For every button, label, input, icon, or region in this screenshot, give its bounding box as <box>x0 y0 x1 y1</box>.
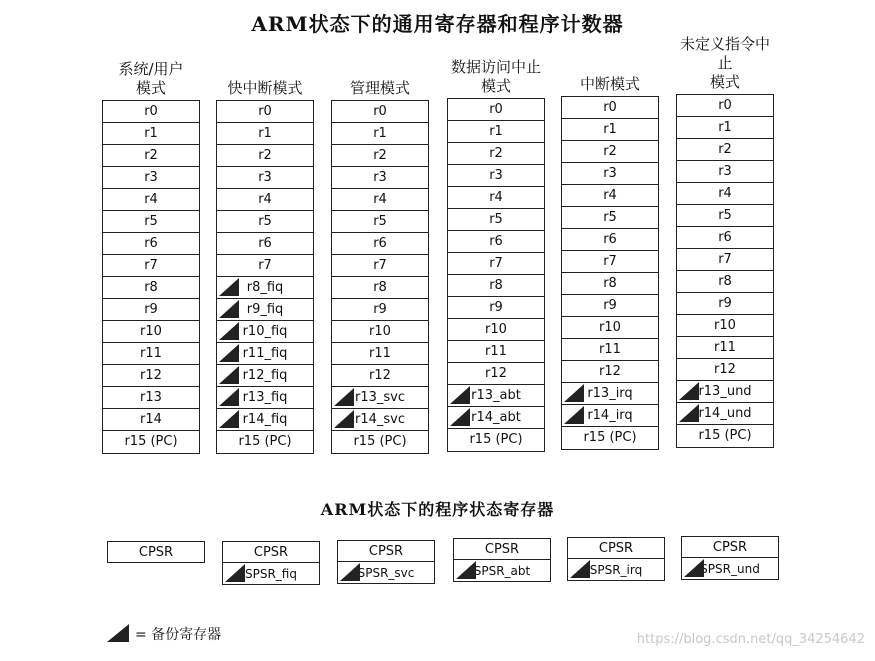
register-cell <box>103 299 199 321</box>
column-header <box>676 35 774 94</box>
register-label: r3 <box>144 170 158 185</box>
register-label: r9 <box>144 302 158 317</box>
column-header-line: 管理模式 <box>349 79 410 97</box>
register-cell <box>217 277 313 299</box>
register-cell <box>103 365 199 387</box>
register-cell <box>448 297 544 319</box>
register-cell <box>103 145 199 167</box>
register-cell <box>332 145 428 167</box>
register-cell <box>677 227 773 249</box>
register-label: r14_fiq <box>242 412 288 427</box>
register-cell <box>677 381 773 403</box>
banked-register-triangle-icon <box>219 344 239 362</box>
column-header-line: 模式 <box>709 73 740 91</box>
register-label: r5 <box>718 208 732 223</box>
register-cell <box>562 185 658 207</box>
spsr-box <box>337 562 435 584</box>
register-cell <box>103 167 199 189</box>
register-cell <box>562 141 658 163</box>
register-cell <box>217 321 313 343</box>
register-cell <box>217 299 313 321</box>
register-cell <box>562 383 658 405</box>
register-cell <box>562 339 658 361</box>
register-label: r7 <box>603 254 617 269</box>
register-label: r12 <box>369 368 391 383</box>
banked-register-triangle-icon <box>450 386 470 404</box>
legend-text: = 备份寄存器 <box>135 627 222 643</box>
status-register-group <box>567 537 665 581</box>
register-cell <box>448 429 544 451</box>
cpsr-box: CPSR <box>337 540 435 562</box>
register-label: r13_fiq <box>242 390 288 405</box>
register-label: r12 <box>485 366 507 381</box>
register-label: r0 <box>144 104 158 119</box>
register-list <box>676 94 774 448</box>
register-cell <box>217 123 313 145</box>
register-cell <box>332 343 428 365</box>
status-register-group <box>107 541 205 563</box>
register-label: r3 <box>718 164 732 179</box>
register-label: r9 <box>603 298 617 313</box>
register-label: r15 (PC) <box>698 428 752 443</box>
register-label: r7 <box>258 258 272 273</box>
register-list <box>447 98 545 452</box>
column-header <box>102 52 200 100</box>
register-cell <box>103 431 199 453</box>
register-label: r0 <box>603 100 617 115</box>
register-label: r0 <box>373 104 387 119</box>
spsr-box <box>681 558 779 580</box>
banked-register-triangle-icon <box>564 406 584 424</box>
register-label: r2 <box>603 144 617 159</box>
register-label: r13_und <box>698 384 752 399</box>
register-cell <box>677 117 773 139</box>
register-column <box>102 52 200 454</box>
register-cell <box>103 277 199 299</box>
register-label: r14_und <box>698 406 752 421</box>
register-label: r7 <box>144 258 158 273</box>
register-cell <box>217 189 313 211</box>
spsr-box <box>453 560 551 582</box>
register-label: r6 <box>489 234 503 249</box>
banked-register-triangle-icon <box>456 561 476 579</box>
register-cell <box>332 189 428 211</box>
register-cell <box>677 337 773 359</box>
register-cell <box>332 365 428 387</box>
spsr-label: SPSR_irq <box>589 563 643 577</box>
register-label: r1 <box>489 124 503 139</box>
register-label: r4 <box>144 192 158 207</box>
register-label: r3 <box>603 166 617 181</box>
banked-register-triangle-icon <box>219 322 239 340</box>
cpsr-box: CPSR <box>453 538 551 560</box>
banked-register-triangle-icon <box>679 382 699 400</box>
register-label: r15 (PC) <box>353 434 407 449</box>
register-cell <box>677 315 773 337</box>
register-cell <box>562 207 658 229</box>
register-label: r3 <box>258 170 272 185</box>
register-cell <box>448 341 544 363</box>
register-label: r6 <box>258 236 272 251</box>
register-label: r2 <box>718 142 732 157</box>
register-label: r8_fiq <box>246 280 284 295</box>
register-cell <box>562 295 658 317</box>
register-cell <box>448 99 544 121</box>
register-cell <box>217 101 313 123</box>
status-register-group <box>453 538 551 582</box>
register-label: r8 <box>718 274 732 289</box>
register-cell <box>103 101 199 123</box>
register-label: r7 <box>718 252 732 267</box>
cpsr-box: CPSR <box>222 541 320 563</box>
banked-register-triangle-icon <box>107 624 129 642</box>
register-label: r9 <box>489 300 503 315</box>
register-cell <box>448 385 544 407</box>
register-cell <box>677 205 773 227</box>
register-label: r10 <box>714 318 736 333</box>
register-cell <box>448 407 544 429</box>
register-cell <box>103 387 199 409</box>
column-header <box>331 52 429 100</box>
register-cell <box>332 167 428 189</box>
register-cell <box>332 101 428 123</box>
register-label: r1 <box>718 120 732 135</box>
register-label: r9_fiq <box>246 302 284 317</box>
register-label: r0 <box>718 98 732 113</box>
spsr-label: SPSR_abt <box>473 564 531 578</box>
register-label: r12 <box>599 364 621 379</box>
register-cell <box>332 211 428 233</box>
register-label: r11 <box>599 342 621 357</box>
register-cell <box>103 233 199 255</box>
register-cell <box>217 343 313 365</box>
column-header <box>561 48 659 96</box>
register-cell <box>562 229 658 251</box>
register-cell <box>217 167 313 189</box>
register-cell <box>217 365 313 387</box>
register-column <box>676 35 774 448</box>
register-cell <box>677 293 773 315</box>
register-label: r4 <box>489 190 503 205</box>
register-label: r0 <box>258 104 272 119</box>
register-cell <box>448 231 544 253</box>
register-cell <box>562 97 658 119</box>
register-cell <box>103 321 199 343</box>
register-label: r10 <box>599 320 621 335</box>
register-cell <box>448 121 544 143</box>
register-cell <box>332 299 428 321</box>
register-label: r10 <box>485 322 507 337</box>
register-cell <box>677 183 773 205</box>
register-label: r2 <box>489 146 503 161</box>
register-cell <box>448 165 544 187</box>
register-cell <box>448 319 544 341</box>
column-header-line: 中断模式 <box>579 75 640 93</box>
register-cell <box>103 123 199 145</box>
register-label: r11_fiq <box>242 346 288 361</box>
register-label: r15 (PC) <box>583 430 637 445</box>
spsr-label: SPSR_und <box>700 562 760 576</box>
register-label: r3 <box>489 168 503 183</box>
register-label: r4 <box>718 186 732 201</box>
spsr-box <box>567 559 665 581</box>
register-cell <box>332 255 428 277</box>
register-cell <box>217 211 313 233</box>
register-label: r13_abt <box>471 388 521 403</box>
register-cell <box>677 249 773 271</box>
banked-register-triangle-icon <box>570 560 590 578</box>
register-label: r15 (PC) <box>238 434 292 449</box>
register-label: r4 <box>603 188 617 203</box>
register-label: r1 <box>603 122 617 137</box>
register-cell <box>332 123 428 145</box>
register-label: r12_fiq <box>242 368 288 383</box>
register-label: r1 <box>144 126 158 141</box>
register-cell <box>562 251 658 273</box>
register-label: r9 <box>718 296 732 311</box>
register-cell <box>217 409 313 431</box>
register-label: r13_irq <box>587 386 633 401</box>
register-label: r11 <box>714 340 736 355</box>
register-label: r7 <box>373 258 387 273</box>
register-cell <box>103 211 199 233</box>
register-label: r3 <box>373 170 387 185</box>
register-label: r6 <box>603 232 617 247</box>
register-label: r2 <box>373 148 387 163</box>
register-cell <box>332 431 428 453</box>
status-register-group <box>681 536 779 580</box>
register-label: r14_abt <box>471 410 521 425</box>
register-label: r12 <box>140 368 162 383</box>
banked-register-triangle-icon <box>219 300 239 318</box>
register-cell <box>562 427 658 449</box>
register-list <box>561 96 659 450</box>
register-cell <box>332 409 428 431</box>
register-label: r5 <box>258 214 272 229</box>
column-header-line: 模式 <box>135 79 166 97</box>
register-cell <box>677 271 773 293</box>
register-label: r2 <box>144 148 158 163</box>
register-label: r15 (PC) <box>469 432 523 447</box>
banked-register-triangle-icon <box>225 564 245 582</box>
register-cell <box>448 253 544 275</box>
register-label: r8 <box>489 278 503 293</box>
register-label: r1 <box>373 126 387 141</box>
register-label: r6 <box>373 236 387 251</box>
register-label: r12 <box>714 362 736 377</box>
banked-register-triangle-icon <box>219 278 239 296</box>
banked-register-triangle-icon <box>219 366 239 384</box>
register-cell <box>103 189 199 211</box>
register-label: r4 <box>258 192 272 207</box>
status-register-group <box>222 541 320 585</box>
column-header <box>216 52 314 100</box>
register-cell <box>677 95 773 117</box>
register-cell <box>562 317 658 339</box>
cpsr-box: CPSR <box>681 536 779 558</box>
status-register-group <box>337 540 435 584</box>
banked-register-triangle-icon <box>219 388 239 406</box>
register-label: r6 <box>718 230 732 245</box>
register-column <box>331 52 429 454</box>
column-header-line: 数据访问中止 <box>450 58 541 76</box>
register-label: r10_fiq <box>242 324 288 339</box>
column-header-line: 未定义指令中止 <box>679 35 770 72</box>
banked-register-triangle-icon <box>219 410 239 428</box>
register-label: r4 <box>373 192 387 207</box>
register-label: r10 <box>140 324 162 339</box>
register-label: r5 <box>373 214 387 229</box>
register-list <box>331 100 429 454</box>
register-cell <box>677 425 773 447</box>
register-column <box>561 48 659 450</box>
register-cell <box>448 187 544 209</box>
register-cell <box>217 387 313 409</box>
column-header-line: 快中断模式 <box>227 79 303 97</box>
register-label: r14_irq <box>587 408 633 423</box>
register-cell <box>103 343 199 365</box>
register-label: r7 <box>489 256 503 271</box>
register-cell <box>677 359 773 381</box>
banked-register-triangle-icon <box>334 388 354 406</box>
register-label: r15 (PC) <box>124 434 178 449</box>
register-cell <box>448 275 544 297</box>
column-header <box>447 50 545 98</box>
register-column <box>447 50 545 452</box>
register-cell <box>448 363 544 385</box>
register-cell <box>562 119 658 141</box>
register-label: r14 <box>140 412 162 427</box>
register-label: r8 <box>144 280 158 295</box>
register-label: r1 <box>258 126 272 141</box>
banked-register-triangle-icon <box>334 410 354 428</box>
banked-register-triangle-icon <box>564 384 584 402</box>
register-label: r10 <box>369 324 391 339</box>
register-cell <box>217 233 313 255</box>
cpsr-box: CPSR <box>567 537 665 559</box>
status-register-title: ARM状态下的程序状态寄存器 <box>320 500 555 519</box>
register-cell <box>448 143 544 165</box>
banked-register-triangle-icon <box>340 563 360 581</box>
register-label: r2 <box>258 148 272 163</box>
register-cell <box>562 273 658 295</box>
spsr-label: SPSR_fiq <box>245 567 297 581</box>
register-label: r13 <box>140 390 162 405</box>
register-cell <box>677 403 773 425</box>
register-cell <box>332 387 428 409</box>
register-cell <box>332 321 428 343</box>
register-label: r5 <box>603 210 617 225</box>
watermark: https://blog.csdn.net/qq_34254642 <box>636 632 865 647</box>
register-list <box>102 100 200 454</box>
register-label: r8 <box>603 276 617 291</box>
register-cell <box>677 139 773 161</box>
register-cell <box>332 277 428 299</box>
register-column <box>216 52 314 454</box>
spsr-label: SPSR_svc <box>357 566 415 580</box>
diagram-title: ARM状态下的通用寄存器和程序计数器 <box>251 12 624 36</box>
register-cell <box>448 209 544 231</box>
register-cell <box>103 409 199 431</box>
register-cell <box>562 163 658 185</box>
register-label: r5 <box>489 212 503 227</box>
register-label: r11 <box>485 344 507 359</box>
banked-register-triangle-icon <box>684 559 704 577</box>
register-label: r6 <box>144 236 158 251</box>
register-cell <box>217 431 313 453</box>
cpsr-box: CPSR <box>107 541 205 563</box>
register-list <box>216 100 314 454</box>
register-label: r8 <box>373 280 387 295</box>
register-cell <box>217 255 313 277</box>
register-label: r5 <box>144 214 158 229</box>
register-cell <box>217 145 313 167</box>
register-cell <box>562 405 658 427</box>
register-label: r11 <box>369 346 391 361</box>
register-label: r11 <box>140 346 162 361</box>
banked-register-triangle-icon <box>679 404 699 422</box>
register-label: r0 <box>489 102 503 117</box>
column-header-line: 模式 <box>480 77 511 95</box>
register-label: r14_svc <box>354 412 405 427</box>
register-cell <box>103 255 199 277</box>
spsr-box <box>222 563 320 585</box>
register-label: r13_svc <box>354 390 405 405</box>
column-header-line: 系统/用户 <box>118 60 184 78</box>
register-cell <box>562 361 658 383</box>
banked-register-triangle-icon <box>450 408 470 426</box>
register-cell <box>332 233 428 255</box>
register-label: r9 <box>373 302 387 317</box>
register-cell <box>677 161 773 183</box>
